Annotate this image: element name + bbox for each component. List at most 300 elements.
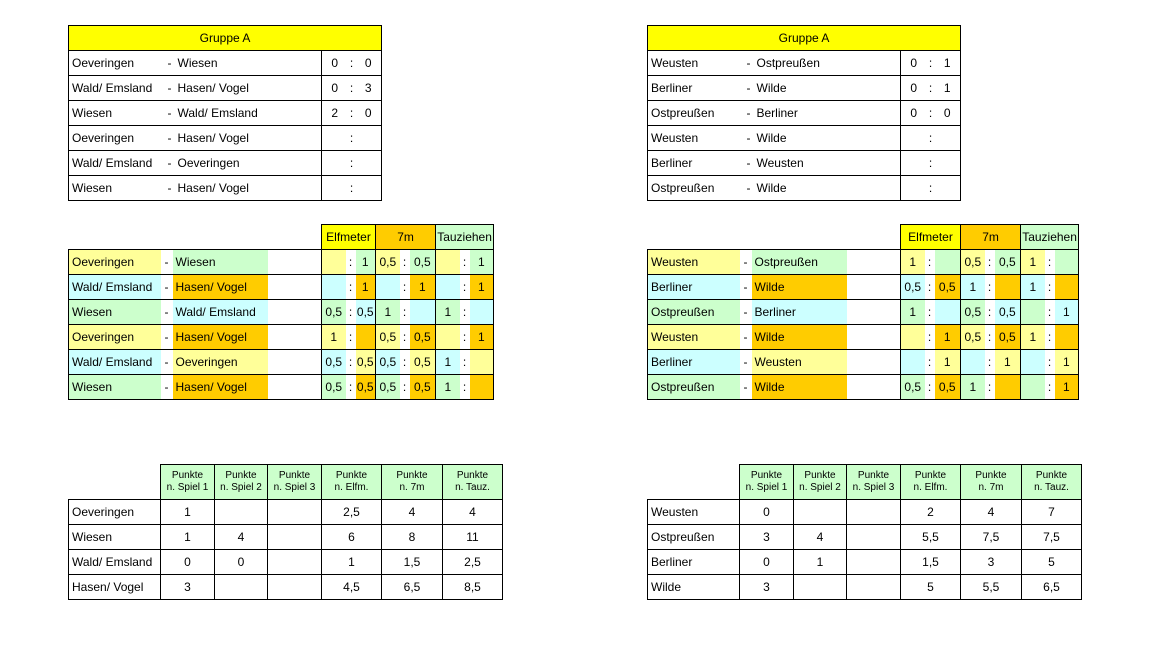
elf-colon: : <box>925 300 935 325</box>
points-header <box>961 465 1022 500</box>
tau-a: 1 <box>1021 250 1045 275</box>
team-a: Ostpreußen <box>648 176 744 201</box>
elf-b: 0,5 <box>935 275 961 300</box>
elf-colon: : <box>925 350 935 375</box>
m7-a: 0,5 <box>376 250 400 275</box>
elf-a: 1 <box>322 325 346 350</box>
dash: - <box>744 51 754 76</box>
points-value: 1 <box>794 550 847 575</box>
dash: - <box>165 176 175 201</box>
tau-b <box>470 350 494 375</box>
points-header-line1: Punkte <box>750 470 783 481</box>
points-header-line2: n. Spiel 1 <box>745 482 788 493</box>
score-colon: : <box>927 76 935 101</box>
table-row <box>69 101 382 126</box>
elf-b: 0,5 <box>356 300 376 325</box>
points-value: 3 <box>740 575 794 600</box>
points-value: 6 <box>322 525 382 550</box>
dash: - <box>165 101 175 126</box>
team-a: Ostpreußen <box>648 101 744 126</box>
m7-a <box>376 275 400 300</box>
tau-a: 1 <box>1021 325 1045 350</box>
table-row <box>648 325 1079 350</box>
elf-b <box>356 325 376 350</box>
tau-a: 1 <box>436 375 460 400</box>
spacer <box>268 325 322 350</box>
team-a: Wiesen <box>69 176 165 201</box>
points-header-row <box>648 465 1082 500</box>
elf-a: 0,5 <box>322 350 346 375</box>
points-value: 2,5 <box>322 500 382 525</box>
table-row <box>648 51 961 76</box>
games-header-row <box>69 225 494 250</box>
team-b: Wiesen <box>175 51 322 76</box>
points-header-line2: n. Spiel 1 <box>166 482 209 493</box>
points-header-line2: n. Spiel 3 <box>852 482 895 493</box>
points-header-line1: Punkte <box>456 470 489 481</box>
points-value: 2 <box>901 500 961 525</box>
spacer <box>847 300 901 325</box>
team-b: Hasen/ Vogel <box>175 76 322 101</box>
elf-b: 0,5 <box>356 375 376 400</box>
m7-b: 0,5 <box>410 375 436 400</box>
points-header-line1: Punkte <box>396 470 428 481</box>
points-header <box>322 465 382 500</box>
team-name: Weusten <box>648 500 740 525</box>
table-row <box>648 550 1082 575</box>
tau-a: 1 <box>1021 275 1045 300</box>
tau-a <box>436 250 460 275</box>
team-a: Ostpreußen <box>648 375 740 400</box>
points-value <box>215 500 268 525</box>
m7-a: 0,5 <box>961 300 985 325</box>
points-value <box>847 550 901 575</box>
points-header <box>268 465 322 500</box>
score-a <box>322 126 348 151</box>
team-b: Berliner <box>752 300 847 325</box>
games-table <box>68 224 494 400</box>
dash: - <box>161 275 173 300</box>
tau-b <box>1055 250 1079 275</box>
score-colon: : <box>348 151 356 176</box>
elf-colon: : <box>925 325 935 350</box>
spacer <box>268 300 322 325</box>
team-b: Ostpreußen <box>752 250 847 275</box>
table-row <box>69 275 494 300</box>
spacer <box>268 375 322 400</box>
table-row <box>648 275 1079 300</box>
group-title: Gruppe A <box>648 26 961 51</box>
team-b: Oeveringen <box>175 151 322 176</box>
m7-b: 0,5 <box>410 250 436 275</box>
tau-a <box>1021 350 1045 375</box>
tau-colon: : <box>1045 375 1055 400</box>
m7-b: 1 <box>995 350 1021 375</box>
m7-a: 0,5 <box>961 325 985 350</box>
points-header <box>443 465 503 500</box>
score-b: 3 <box>356 76 382 101</box>
dash: - <box>744 151 754 176</box>
team-name: Wald/ Emsland <box>69 550 161 575</box>
tau-a <box>436 325 460 350</box>
points-value <box>794 575 847 600</box>
m7-b: 0,5 <box>410 325 436 350</box>
dash: - <box>165 76 175 101</box>
score-a <box>901 151 927 176</box>
table-row <box>69 51 382 76</box>
team-a: Berliner <box>648 76 744 101</box>
score-b: 1 <box>935 51 961 76</box>
schedule-table <box>68 25 382 201</box>
points-value: 0 <box>161 550 215 575</box>
spacer <box>69 225 322 250</box>
m7-colon: : <box>400 275 410 300</box>
spacer <box>847 350 901 375</box>
points-header-line1: Punkte <box>975 470 1007 481</box>
score-a <box>901 126 927 151</box>
points-header-line2: n. Spiel 2 <box>220 482 262 493</box>
score-b: 0 <box>935 101 961 126</box>
points-header-line2: n. Elfm. <box>913 482 948 493</box>
points-header-line2: n. Spiel 3 <box>273 482 316 493</box>
team-b: Ostpreußen <box>754 51 901 76</box>
elf-a <box>901 325 925 350</box>
score-colon: : <box>348 126 356 151</box>
team-a: Oeveringen <box>69 250 161 275</box>
team-b: Wiesen <box>173 250 268 275</box>
points-header <box>215 465 268 500</box>
score-a <box>901 176 927 201</box>
score-b <box>935 151 961 176</box>
points-table <box>647 464 1082 600</box>
dash: - <box>161 350 173 375</box>
spacer <box>268 275 322 300</box>
dash: - <box>740 275 752 300</box>
dash: - <box>165 151 175 176</box>
points-value: 1,5 <box>382 550 443 575</box>
dash: - <box>744 101 754 126</box>
table-row <box>69 375 494 400</box>
score-colon: : <box>348 76 356 101</box>
table-row <box>648 375 1079 400</box>
points-value: 11 <box>443 525 503 550</box>
score-a <box>322 176 348 201</box>
team-b: Weusten <box>752 350 847 375</box>
points-header-line2: n. Spiel 2 <box>799 482 841 493</box>
points-table <box>68 464 503 600</box>
m7-a: 0,5 <box>961 250 985 275</box>
dash: - <box>165 126 175 151</box>
team-name: Berliner <box>648 550 740 575</box>
score-b <box>356 176 382 201</box>
spacer <box>69 465 161 500</box>
m7-b: 0,5 <box>410 350 436 375</box>
team-b: Hasen/ Vogel <box>175 126 322 151</box>
m7-a <box>961 350 985 375</box>
elf-colon: : <box>346 300 356 325</box>
table-row <box>69 350 494 375</box>
table-row <box>69 151 382 176</box>
m7-colon: : <box>400 375 410 400</box>
team-b: Berliner <box>754 101 901 126</box>
m7-colon: : <box>400 325 410 350</box>
right-points-table <box>647 464 1082 600</box>
left-games-table <box>68 224 494 400</box>
dash: - <box>165 51 175 76</box>
score-colon: : <box>927 101 935 126</box>
score-b: 1 <box>935 76 961 101</box>
elf-colon: : <box>925 375 935 400</box>
tau-b: 1 <box>470 325 494 350</box>
m7-a: 1 <box>961 275 985 300</box>
points-header-line2: n. Tauz. <box>1034 482 1069 493</box>
points-value: 5 <box>1022 550 1082 575</box>
points-value <box>847 525 901 550</box>
points-value: 0 <box>740 550 794 575</box>
elf-b: 1 <box>356 250 376 275</box>
header-tauziehen: Tauziehen <box>1021 225 1079 250</box>
team-a: Ostpreußen <box>648 300 740 325</box>
team-a: Wiesen <box>69 300 161 325</box>
points-header-line1: Punkte <box>804 470 836 481</box>
points-value: 0 <box>215 550 268 575</box>
score-b: 0 <box>356 51 382 76</box>
points-value: 5,5 <box>961 575 1022 600</box>
table-row <box>648 350 1079 375</box>
tau-a <box>1021 375 1045 400</box>
team-name: Oeveringen <box>69 500 161 525</box>
table-row <box>648 76 961 101</box>
score-colon: : <box>348 176 356 201</box>
points-value <box>268 500 322 525</box>
elf-a: 0,5 <box>322 375 346 400</box>
team-a: Wiesen <box>69 101 165 126</box>
tau-b: 1 <box>1055 375 1079 400</box>
table-row <box>69 300 494 325</box>
tau-b: 1 <box>1055 300 1079 325</box>
team-b: Wald/ Emsland <box>175 101 322 126</box>
table-row <box>648 176 961 201</box>
table-row <box>648 575 1082 600</box>
points-value: 6,5 <box>382 575 443 600</box>
table-row <box>648 525 1082 550</box>
score-b <box>356 151 382 176</box>
elf-b: 1 <box>935 325 961 350</box>
elf-a <box>901 350 925 375</box>
elf-a <box>322 250 346 275</box>
points-value <box>268 575 322 600</box>
m7-colon: : <box>985 375 995 400</box>
team-b: Hasen/ Vogel <box>173 275 268 300</box>
team-b: Hasen/ Vogel <box>173 375 268 400</box>
tau-colon: : <box>460 375 470 400</box>
elf-b <box>935 250 961 275</box>
team-a: Oeveringen <box>69 51 165 76</box>
score-a: 0 <box>901 101 927 126</box>
points-value <box>847 575 901 600</box>
score-colon: : <box>348 51 356 76</box>
header-tauziehen: Tauziehen <box>436 225 494 250</box>
elf-b: 0,5 <box>935 375 961 400</box>
points-header-line2: n. 7m <box>399 482 425 493</box>
spacer <box>847 275 901 300</box>
tau-b <box>1055 325 1079 350</box>
tau-b: 1 <box>1055 350 1079 375</box>
left-points-table <box>68 464 503 600</box>
team-name: Wilde <box>648 575 740 600</box>
m7-colon: : <box>400 250 410 275</box>
table-row <box>69 575 503 600</box>
table-row <box>648 101 961 126</box>
team-b: Hasen/ Vogel <box>173 325 268 350</box>
points-value: 3 <box>740 525 794 550</box>
points-value: 7 <box>1022 500 1082 525</box>
spacer <box>847 325 901 350</box>
tau-b <box>1055 275 1079 300</box>
schedule-header-row <box>648 26 961 51</box>
team-a: Wald/ Emsland <box>69 76 165 101</box>
points-value: 4 <box>443 500 503 525</box>
schedule-header-row <box>69 26 382 51</box>
right-schedule-table <box>647 25 961 201</box>
points-value: 1,5 <box>901 550 961 575</box>
points-header-line2: n. Tauz. <box>455 482 490 493</box>
score-b <box>935 126 961 151</box>
points-value <box>268 550 322 575</box>
table-row <box>648 500 1082 525</box>
table-row <box>648 151 961 176</box>
dash: - <box>744 126 754 151</box>
score-colon: : <box>348 101 356 126</box>
score-b <box>356 126 382 151</box>
dash: - <box>740 325 752 350</box>
team-a: Berliner <box>648 151 744 176</box>
points-header-line1: Punkte <box>171 470 204 481</box>
elf-a: 0,5 <box>901 375 925 400</box>
elf-a: 1 <box>901 250 925 275</box>
team-b: Hasen/ Vogel <box>175 176 322 201</box>
team-b: Wilde <box>752 375 847 400</box>
elf-colon: : <box>346 375 356 400</box>
elf-b: 1 <box>356 275 376 300</box>
tau-colon: : <box>1045 275 1055 300</box>
m7-b: 1 <box>410 275 436 300</box>
tau-colon: : <box>460 250 470 275</box>
tau-b: 1 <box>470 275 494 300</box>
dash: - <box>744 176 754 201</box>
score-colon: : <box>927 126 935 151</box>
points-header <box>740 465 794 500</box>
header-elfmeter: Elfmeter <box>901 225 961 250</box>
tau-colon: : <box>460 275 470 300</box>
points-value: 3 <box>961 550 1022 575</box>
tau-colon: : <box>1045 250 1055 275</box>
schedule-table <box>647 25 961 201</box>
elf-colon: : <box>346 325 356 350</box>
points-value: 4 <box>794 525 847 550</box>
team-name: Hasen/ Vogel <box>69 575 161 600</box>
points-value: 3 <box>161 575 215 600</box>
team-b: Weusten <box>754 151 901 176</box>
points-value <box>847 500 901 525</box>
group-title: Gruppe A <box>69 26 382 51</box>
m7-b <box>995 275 1021 300</box>
score-colon: : <box>927 151 935 176</box>
table-row <box>69 176 382 201</box>
dash: - <box>744 76 754 101</box>
score-a: 0 <box>322 51 348 76</box>
points-header-line2: n. 7m <box>978 482 1004 493</box>
points-value: 7,5 <box>961 525 1022 550</box>
points-value <box>268 525 322 550</box>
tau-colon: : <box>1045 325 1055 350</box>
header-7m: 7m <box>376 225 436 250</box>
points-value: 4 <box>215 525 268 550</box>
points-value: 8 <box>382 525 443 550</box>
points-header <box>382 465 443 500</box>
team-a: Weusten <box>648 250 740 275</box>
m7-colon: : <box>985 325 995 350</box>
elf-a: 0,5 <box>901 275 925 300</box>
elf-colon: : <box>925 250 935 275</box>
team-b: Wilde <box>752 325 847 350</box>
left-schedule-table <box>68 25 382 201</box>
points-value: 1 <box>161 525 215 550</box>
team-a: Weusten <box>648 325 740 350</box>
header-7m: 7m <box>961 225 1021 250</box>
points-value <box>215 575 268 600</box>
elf-a: 1 <box>901 300 925 325</box>
tau-b <box>470 375 494 400</box>
points-header <box>847 465 901 500</box>
table-row <box>69 126 382 151</box>
elf-colon: : <box>925 275 935 300</box>
points-value: 4,5 <box>322 575 382 600</box>
team-b: Wilde <box>754 126 901 151</box>
points-value <box>794 500 847 525</box>
dash: - <box>161 325 173 350</box>
points-header <box>901 465 961 500</box>
spacer <box>268 350 322 375</box>
m7-colon: : <box>400 300 410 325</box>
team-a: Weusten <box>648 51 744 76</box>
score-a: 0 <box>322 76 348 101</box>
m7-a: 1 <box>376 300 400 325</box>
dash: - <box>161 375 173 400</box>
dash: - <box>740 375 752 400</box>
m7-colon: : <box>985 275 995 300</box>
score-a: 0 <box>901 76 927 101</box>
points-header-line1: Punkte <box>914 470 947 481</box>
spacer <box>847 375 901 400</box>
tau-colon: : <box>460 350 470 375</box>
team-a: Wald/ Emsland <box>69 151 165 176</box>
m7-colon: : <box>985 300 995 325</box>
team-a: Berliner <box>648 275 740 300</box>
tau-a: 1 <box>436 300 460 325</box>
score-a: 2 <box>322 101 348 126</box>
tau-a <box>1021 300 1045 325</box>
points-value: 4 <box>961 500 1022 525</box>
points-value: 5,5 <box>901 525 961 550</box>
m7-colon: : <box>400 350 410 375</box>
table-row <box>69 76 382 101</box>
points-header-line1: Punkte <box>278 470 311 481</box>
table-row <box>69 325 494 350</box>
games-header-row <box>648 225 1079 250</box>
table-row <box>648 250 1079 275</box>
elf-colon: : <box>346 350 356 375</box>
